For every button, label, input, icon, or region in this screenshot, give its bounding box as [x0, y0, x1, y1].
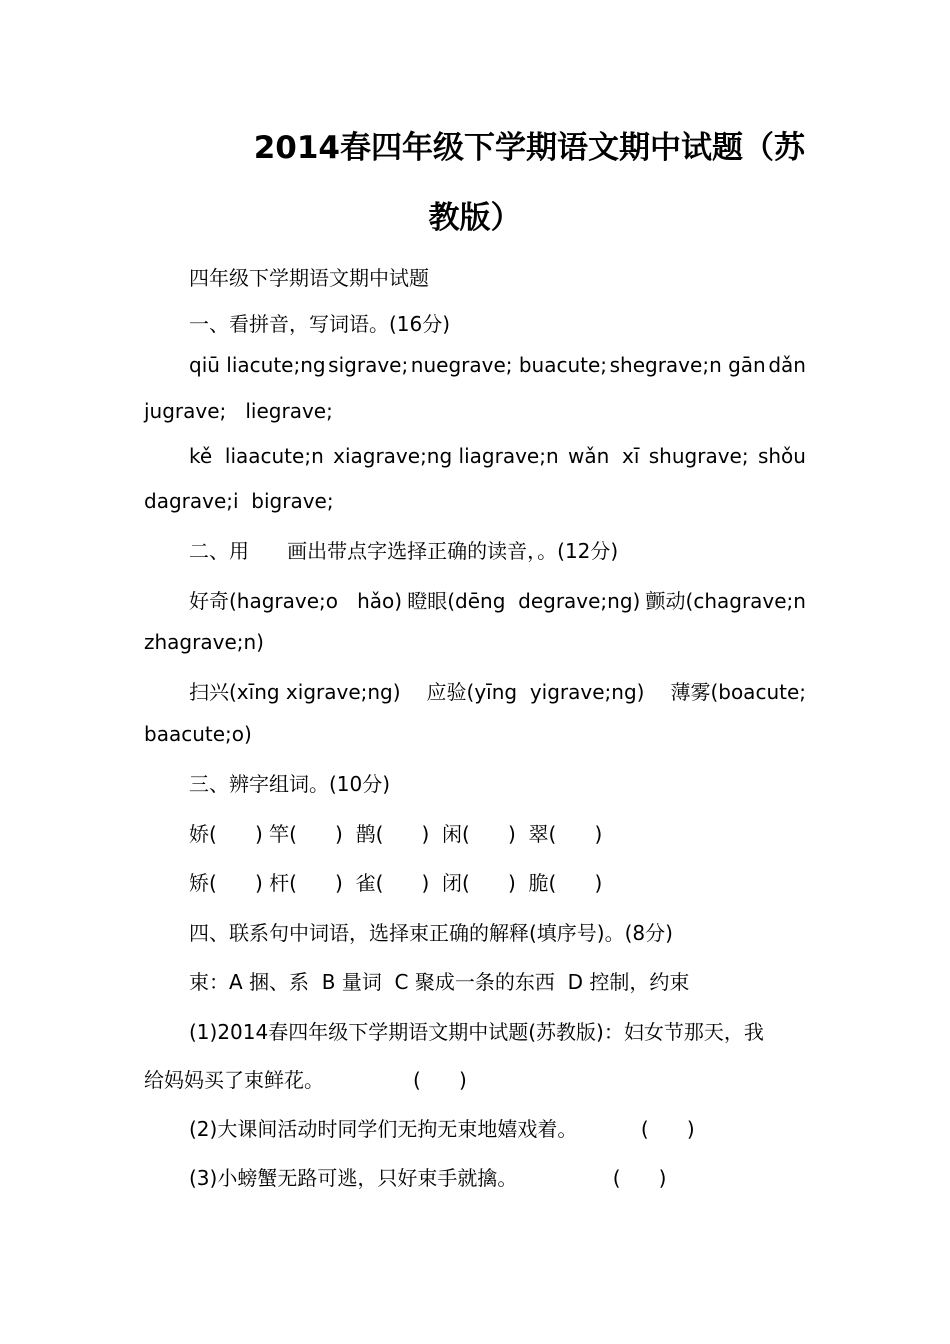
q2-row2 [189, 676, 806, 705]
pinyin-item: shugrave; [648, 444, 749, 468]
q1-heading: 一、看拼音，写词语。(16分) [189, 312, 451, 336]
pinyin-item: dǎn [768, 353, 806, 377]
reading-choice: 瞪眼(dēng degrave;ng) [407, 589, 641, 613]
q4-sentence2: (2)大课间活动时同学们无拘无束地嬉戏着。 ( ) [189, 1117, 695, 1141]
q4-options: 束：A 捆、系 B 量词 C 聚成一条的东西 D 控制，约束 [189, 970, 690, 994]
reading-choice: 扫兴(xīng xigrave;ng) [189, 680, 401, 704]
reading-choice: 应验(yīng yigrave;ng) [426, 680, 645, 704]
subtitle: 四年级下学期语文期中试题 [189, 266, 429, 290]
q2-heading: 二、用 画出带点字选择正确的读音，。(12分) [189, 539, 619, 563]
q1-pinyin-row1-cont: jugrave; liegrave; [144, 399, 333, 423]
reading-choice: 颤动(chagrave;n [645, 589, 806, 613]
q1-pinyin-row1 [189, 353, 806, 377]
q3-row2: 矫( ) 杆( ) 雀( ) 闭( ) 脆( ) [189, 871, 603, 895]
pinyin-item: shegrave;n gān [609, 353, 766, 377]
reading-choice: 好奇(hagrave;o hǎo) [189, 589, 403, 613]
pinyin-item: nuegrave; buacute; [410, 353, 608, 377]
q4-heading: 四、联系句中词语，选择束正确的解释(填序号)。(8分) [189, 921, 673, 945]
q2-row1 [189, 585, 806, 614]
pinyin-item: sigrave; [328, 353, 409, 377]
q1-pinyin-row2 [189, 444, 806, 468]
pinyin-item: xiagrave;ng liagrave;n [333, 444, 559, 468]
pinyin-item: shǒu [757, 444, 806, 468]
reading-choice: 薄雾(boacute; [670, 680, 806, 704]
document-title-line1: 2014春四年级下学期语文期中试题（苏 [253, 130, 805, 166]
pinyin-item: kě liaacute;n [189, 444, 324, 468]
q4-sentence1-line2: 给妈妈买了束鲜花。 ( ) [144, 1068, 467, 1092]
q1-pinyin-row2-cont: dagrave;i bigrave; [144, 489, 334, 513]
q3-row1: 娇( ) 竿( ) 鹊( ) 闲( ) 翠( ) [189, 822, 603, 846]
q4-sentence3: (3)小螃蟹无路可逃，只好束手就擒。 ( ) [189, 1166, 667, 1190]
pinyin-item: qiū liacute;ng [189, 353, 326, 377]
pinyin-item: wǎn xī [568, 444, 640, 468]
q2-row1-cont: zhagrave;n) [144, 630, 264, 654]
document-title-line2: 教版） [428, 200, 522, 236]
q2-row2-cont: baacute;o) [144, 722, 252, 746]
q4-sentence1-line1: (1)2014春四年级下学期语文期中试题(苏教版)：妇女节那天，我 [189, 1020, 764, 1044]
q3-heading: 三、辨字组词。(10分) [189, 772, 391, 796]
